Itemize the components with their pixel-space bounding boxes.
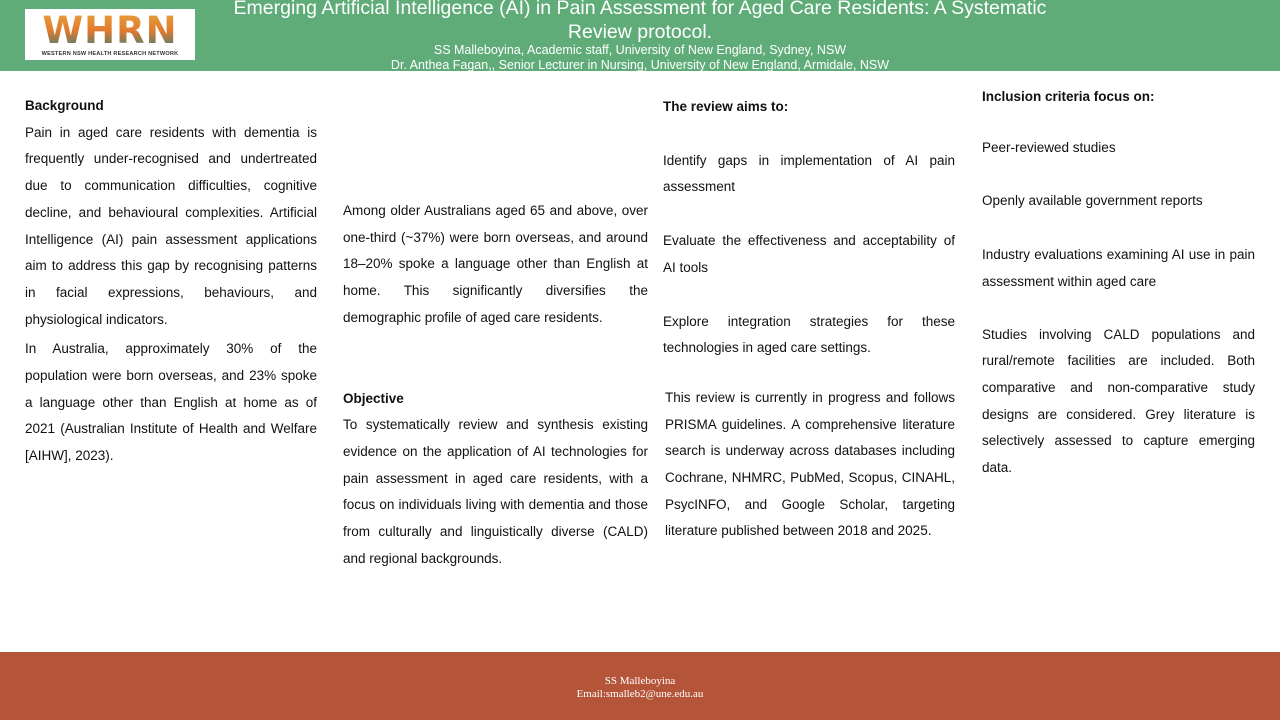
inclusion-item-2: Openly available government reports — [982, 193, 1203, 209]
objective-paragraph: To systematically review and synthesis existing evidence on the application of AI technologies for pain assessment in aged care residents, with a focus on individuals living with dementia and those from culturally and linguistically diverse (CALD) and regional backgrounds. — [343, 417, 648, 566]
whrn-logo — [25, 9, 195, 60]
inclusion-item-4: Studies involving CALD populations and rural/remote facilities are included. Both comparative and non-comparative study designs are considered. Grey literature is selectively assessed to capture emerging data. — [982, 326, 1255, 476]
author-line-2: Dr. Anthea Fagan,, Senior Lecturer in Nursing, University of New England, Armidale, NSW — [390, 58, 890, 71]
footer-banner — [0, 652, 1280, 720]
aims-heading: The review aims to: — [663, 99, 789, 114]
author-line-1: SS Malleboyina, Academic staff, University of New England, Sydney, NSW — [433, 43, 847, 57]
inclusion-heading: Inclusion criteria focus on: — [982, 89, 1155, 104]
poster-title: Emerging Artificial Intelligence (AI) in Pain Assessment for Aged Care Residents: A Systematic Review protocol. — [233, 0, 1047, 43]
header-banner — [0, 0, 1280, 71]
footer-name: SS Malleboyina — [604, 675, 676, 687]
inclusion-column — [982, 84, 1255, 482]
aim-item-2: Evaluate the effectiveness and acceptability of AI tools — [663, 233, 955, 275]
footer-email: Email:smalleb2@une.edu.au — [576, 688, 704, 700]
background-column — [25, 93, 317, 470]
aims-column — [663, 94, 955, 545]
background-paragraph-1: Pain in aged care residents with dementia is frequently under-recognised and undertreated due to communication difficulties, cognitive decline, and behavioural complexities. Artificial Intelligence (AI) pain assessment applications aim to address this gap by recognising patterns in facial expressions, behaviours, and physiological indicators. — [25, 124, 317, 327]
objective-heading: Objective — [343, 390, 404, 406]
progress-paragraph: This review is currently in progress and follows PRISMA guidelines. A comprehensive literature search is underway across databases including Cochrane, NHMRC, PubMed, Scopus, CINAHL, PsycINFO, and Google Scholar, targeting literature published between 2018 and 2025. — [665, 389, 955, 539]
middle-column — [343, 198, 648, 572]
inclusion-item-1: Peer-reviewed studies — [982, 139, 1116, 155]
logo-subtext: WESTERN NSW HEALTH RESEARCH NETWORK — [41, 51, 179, 57]
inclusion-item-3: Industry evaluations examining AI use in pain assessment within aged care — [982, 247, 1255, 289]
background-heading: Background — [25, 98, 104, 113]
background-paragraph-2: In Australia, approximately 30% of the population were born overseas, and 23% spoke a language other than English at home as of 2021 (Australian Institute of Health and Welfare [AIHW], 2023). — [25, 341, 317, 464]
aim-item-3: Explore integration strategies for these technologies in aged care settings. — [663, 313, 955, 356]
aim-item-1: Identify gaps in implementation of AI pain assessment — [663, 152, 955, 195]
logo-wordmark: WHRN — [29, 11, 191, 51]
demographics-paragraph: Among older Australians aged 65 and above, over one-third (~37%) were born overseas, and around 18–20% spoke a language other than English at home. This significantly diversifies the demographic profile of aged care residents. — [343, 203, 648, 325]
